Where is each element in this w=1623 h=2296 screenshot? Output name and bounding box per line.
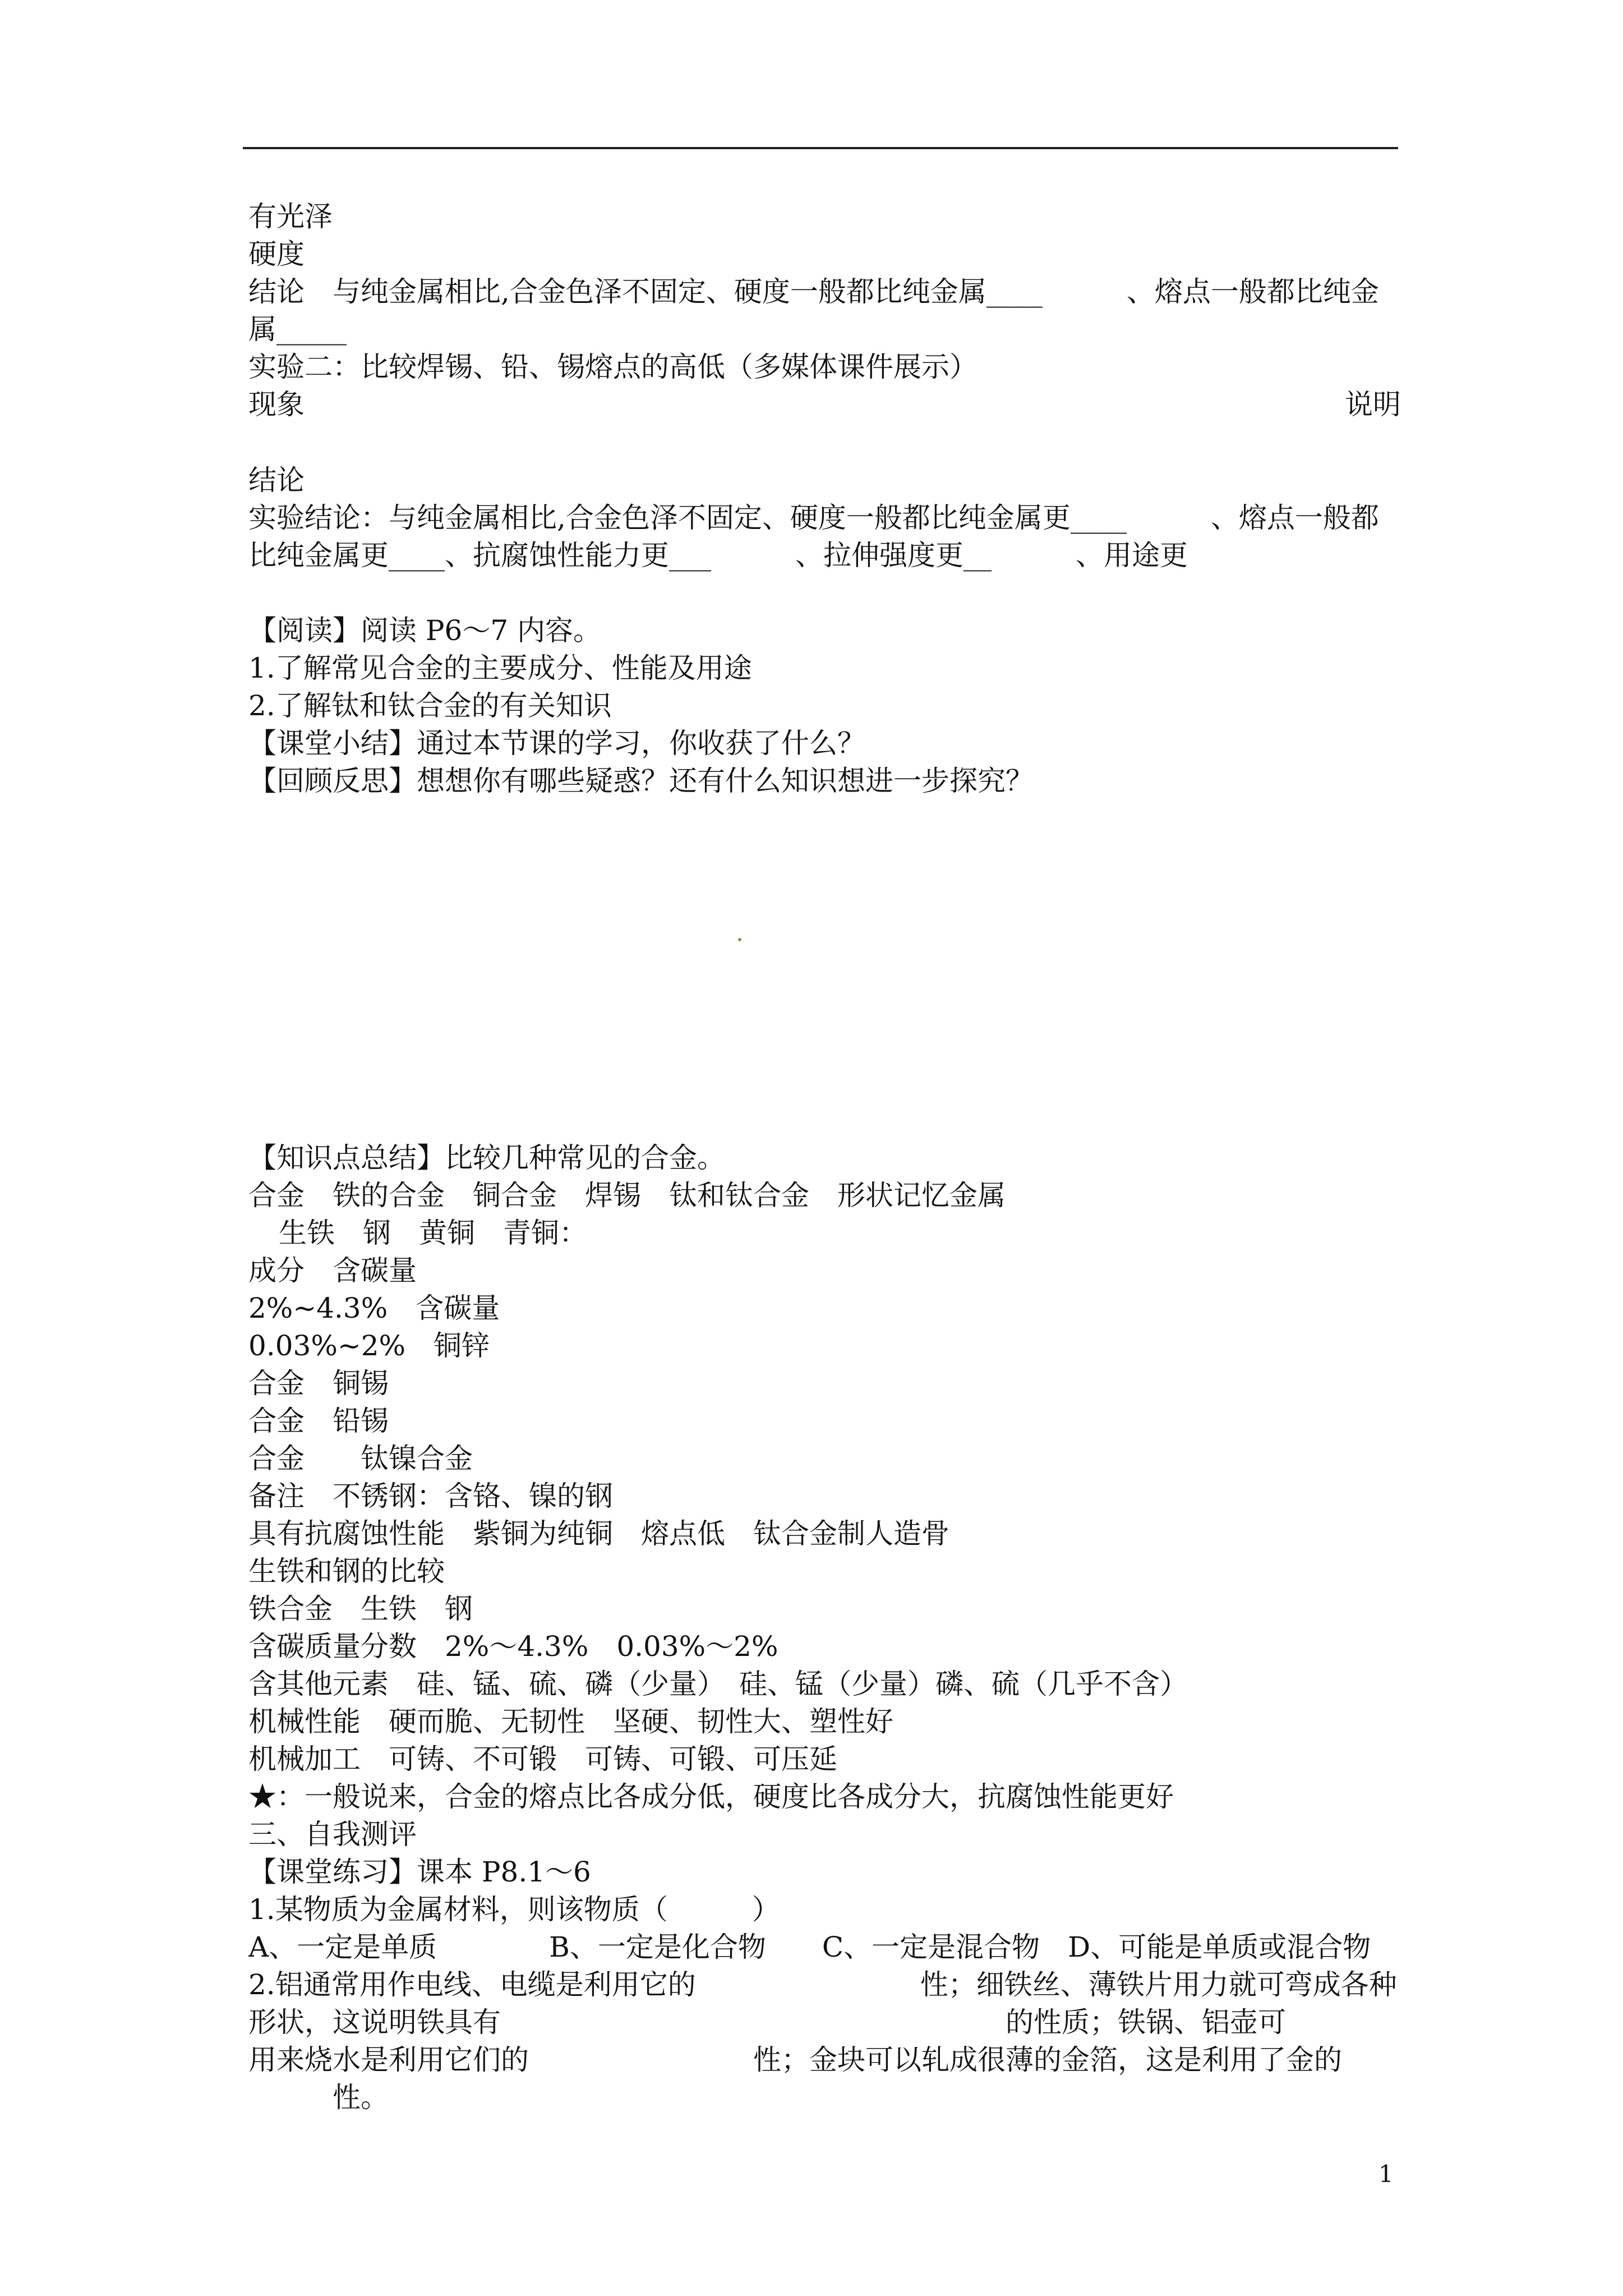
label-phenomenon: 现象 <box>248 388 305 421</box>
text-line: 【阅读】阅读 P6～7 内容。 <box>248 614 602 647</box>
text-line: 1.某物质为金属材料，则该物质（ ） <box>248 1893 780 1926</box>
text-line: 合金 铅锡 <box>248 1405 389 1437</box>
text-line: 合金 铁的合金 铜合金 焊锡 钛和钛合金 形状记忆金属 <box>248 1179 1006 1212</box>
text-line: 机械加工 可铸、不可锻 可铸、可锻、可压延 <box>248 1743 837 1775</box>
text-line: 铁合金 生铁 钢 <box>248 1593 473 1625</box>
text-line: 2.了解钛和钛合金的有关知识 <box>248 689 612 722</box>
text-line: 【课堂小结】通过本节课的学习，你收获了什么？ <box>248 727 865 760</box>
speck-mark <box>738 938 741 941</box>
header-rule <box>243 147 1398 149</box>
text-line: 含碳质量分数 2%～4.3% 0.03%～2% <box>248 1630 778 1663</box>
text-line: 合金 钛镍合金 <box>248 1442 473 1475</box>
text-line: 三、自我测评 <box>248 1818 417 1851</box>
text-line: 有光泽 <box>248 200 333 233</box>
text-line: 含其他元素 硅、锰、硫、磷（少量） 硅、锰（少量）磷、硫（几乎不含） <box>248 1668 1188 1700</box>
text-line: 用来烧水是利用它们的 性；金块可以轧成很薄的金箔，这是利用了金的 <box>248 2044 1342 2076</box>
text-line: 【课堂练习】课本 P8.1～6 <box>248 1856 591 1888</box>
text-line: 备注 不锈钢：含铬、镍的钢 <box>248 1480 613 1512</box>
text-line: 【知识点总结】比较几种常见的合金。 <box>248 1142 725 1174</box>
text-line: 机械性能 硬而脆、无韧性 坚硬、韧性大、塑性好 <box>248 1705 893 1738</box>
text-line: 具有抗腐蚀性能 紫铜为纯铜 熔点低 钛合金制人造骨 <box>248 1517 949 1550</box>
text-line: 2.铝通常用作电线、电缆是利用它的 性；细铁丝、薄铁片用力就可弯成各种 <box>248 1968 1397 2001</box>
text-line: 合金 铜锡 <box>248 1367 389 1400</box>
text-line: 比纯金属更____、抗腐蚀性能力更___ 、拉伸强度更__ 、用途更 <box>248 539 1188 572</box>
text-line: 形状，这说明铁具有 的性质；铁锅、铝壶可 <box>248 2006 1286 2039</box>
text-line: 2%~4.3% 含碳量 <box>248 1292 500 1324</box>
text-line: 0.03%~2% 铜锌 <box>248 1329 490 1362</box>
label-explanation: 说明 <box>1345 388 1401 421</box>
text-line: A、一定是单质 B、一定是化合物 C、一定是混合物 D、可能是单质或混合物 <box>248 1931 1371 1963</box>
text-line: 1.了解常见合金的主要成分、性能及用途 <box>248 652 752 684</box>
text-line: 生铁 钢 黄铜 青铜： <box>279 1217 587 1249</box>
text-line: 性。 <box>248 2081 389 2114</box>
text-line-phenomenon <box>248 385 1401 424</box>
text-line: 生铁和钢的比较 <box>248 1555 445 1588</box>
text-line: 实验二：比较焊锡、铅、锡熔点的高低（多媒体课件展示） <box>248 351 978 383</box>
text-line: ★：一般说来，合金的熔点比各成分低，硬度比各成分大，抗腐蚀性能更好 <box>248 1780 1174 1813</box>
text-line: 结论 与纯金属相比,合金色泽不固定、硬度一般都比纯金属____ 、熔点一般都比纯金 <box>248 275 1379 308</box>
text-line: 硬度 <box>248 238 305 270</box>
text-line: 结论 <box>248 464 305 496</box>
text-line: 成分 含碳量 <box>248 1254 417 1287</box>
text-line: 【回顾反思】想想你有哪些疑惑？还有什么知识想进一步探究？ <box>248 765 1034 797</box>
page-number: 1 <box>1378 2160 1394 2188</box>
text-line: 属_____ <box>248 313 347 346</box>
text-line: 实验结论：与纯金属相比,合金色泽不固定、硬度一般都比纯金属更____ 、熔点一般都 <box>248 501 1379 534</box>
